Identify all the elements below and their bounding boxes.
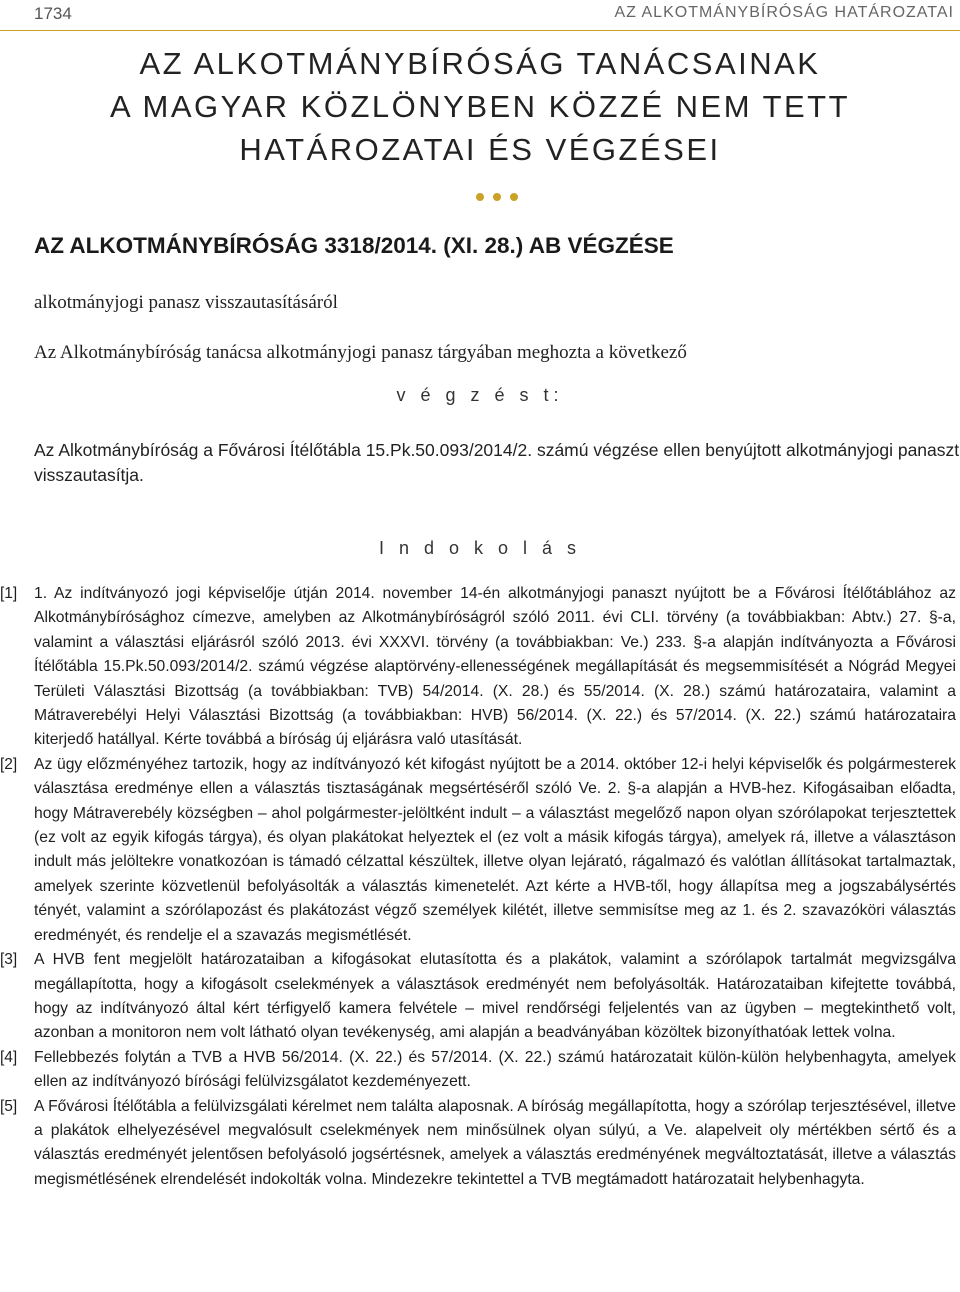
- paragraph-text: Az ügy előzményéhez tartozik, hogy az indítványozó két kifogást nyújtott be a 2014. október 12-i helyi képviselők és polgármesterek választása eredménye ellen a választás tisztaságának megsértéséről szóló Ve. 2. §-a alapján a HVB-hez. Kifogásaiban előadta, hogy Mátraverebély községben – ahol polgármester-jelöltként indult – a választást megelőző napon olyan szórólapokat terjesztettek (ez volt az egyik kifogás tárgya), és olyan plakátokat helyeztek el (ez volt a másik kifogás tárgya), amelyek rá, illetve a választáson indult más jelöltekre vonatkozóan is támadó célzattal készültek, illetve olyan lejárató, rágalmazó és valótlan állításokat tartalmaztak, amelyek szerinte közvetlenül befolyásolták a választás kimenetelét. Azt kérte a HVB-től, hogy állapítsa meg a jogszabálysértés tényét, valamint a szórólapozást és plakátozást végző személyek kilétét, illetve semmisítse meg az 1. és 2. szavazóköri választás eredményét, és rendelje el a szavazás megismétlését.: [34, 755, 956, 944]
- paragraph-number: [1]: [0, 585, 18, 602]
- decision-subject: alkotmányjogi panasz visszautasításáról: [34, 292, 338, 313]
- section-title: [0, 42, 960, 171]
- verdict-heading: v é g z é s t:: [396, 385, 564, 405]
- paragraph-number: [5]: [0, 1097, 18, 1115]
- ornament-dot: [510, 193, 518, 201]
- section-title-line-1: AZ ALKOTMÁNYBÍRÓSÁG TANÁCSAINAK: [139, 46, 821, 81]
- section-title-line-3: HATÁROZATAI ÉS VÉGZÉSEI: [239, 132, 721, 167]
- paragraph-number: [3]: [0, 951, 18, 969]
- header-rule: [0, 30, 960, 31]
- paragraph: [0, 753, 960, 948]
- paragraph-text: Fellebbezés folytán a TVB a HVB 56/2014. (X. 22.) és 57/2014. (X. 22.) számú határozatait külön-külön helybenhagyta, amelyek ellen az indítványozó bírósági felülvizsgálatot kezdeményezett.: [34, 1048, 956, 1091]
- reasoning-paragraphs: [0, 582, 960, 1192]
- paragraph: [0, 1095, 960, 1193]
- reasoning-heading: I n d o k o l á s: [378, 538, 582, 558]
- paragraph-text: A Fővárosi Ítélőtábla a felülvizsgálati kérelmet nem találta alaposnak. A bíróság megállapította, hogy a szórólap terjesztésével, illetve a plakátok elhelyezésével megvalósult cselekmények nem minősülnek olyan súlyú, a Ve. alapelveit oly mértékben sértő és a választás eredményét jelentősen befolyásoló jogsértésnek, amelyek a választás eredményének megváltoztatását, illetve a választás megismétlésének elrendelését indokolták volna. Mindezekre tekintettel a TVB megtámadott határozatait helybenhagyta.: [34, 1097, 956, 1188]
- paragraph: [0, 948, 960, 1046]
- ornament-dots: [476, 188, 527, 206]
- paragraph-number: [4]: [0, 1048, 18, 1066]
- paragraph: [0, 582, 960, 753]
- decision-intro: Az Alkotmánybíróság tanácsa alkotmányjogi panasz tárgyában meghozta a következő: [34, 342, 687, 363]
- ornament-dot: [476, 193, 484, 201]
- paragraph-text: A HVB fent megjelölt határozataiban a kifogásokat elutasította és a plakátok, valamint a szórólapok tartalmát megvizsgálva megállapította, hogy a kifogásolt cselekmények a választások eredményét nem befolyásolták. Határozataiban kifejtette továbbá, hogy az indítványozó által kért térfigyelő kamera felvétele – mivel rendőrségi feljelentés van az ügyben – megtekinthető volt, azonban a monitoron nem volt látható olyan tevékenység, ami alapján a beadványában közöltek bizonyíthatóak lettek volna.: [34, 951, 956, 1042]
- page-number: 1734: [34, 4, 72, 23]
- paragraph-number: [2]: [0, 755, 18, 773]
- page-header: [0, 0, 960, 28]
- paragraph: [0, 1046, 960, 1095]
- running-head: AZ ALKOTMÁNYBÍRÓSÁG HATÁROZATAI: [614, 4, 954, 21]
- ornament-dot: [493, 193, 501, 201]
- decision-title: AZ ALKOTMÁNYBÍRÓSÁG 3318/2014. (XI. 28.) AB VÉGZÉSE: [34, 233, 674, 258]
- verdict-text: Az Alkotmánybíróság a Fővárosi Ítélőtábla 15.Pk.50.093/2014/2. számú végzése ellen benyújtott alkotmányjogi panaszt visszautasítja.: [34, 440, 960, 485]
- paragraph-text: 1. Az indítványozó jogi képviselője útján 2014. november 14-én alkotmányjogi panaszt nyújtott be a Fővárosi Ítélőtáblához az Alkotmánybírósághoz címezve, amelyben az Alkotmánybíróságról szóló 2011. évi CLI. törvény (a továbbiakban: Abtv.) 27. §-a, valamint a választási eljárásról szóló 2013. évi XXXVI. törvény (a továbbiakban: Ve.) 233. §-a alapján indítványozta a Fővárosi Ítélőtábla 15.Pk.50.093/2014/2. számú végzése alaptörvény-ellenességének megállapítását és megsemmisítését a Nógrád Megyei Területi Választási Bizottság (a továbbiakban: TVB) 54/2014. (X. 28.) és 55/2014. (X. 28.) számú határozataira, valamint a Mátraverebélyi Helyi Választási Bizottság (a továbbiakban: HVB) 56/2014. (X. 22.) és 57/2014. (X. 22.) számú határozataira kiterjedő hatállyal. Kérte továbbá a bíróság új eljárásra való utasítását.: [34, 585, 956, 749]
- section-title-line-2: A MAGYAR KÖZLÖNYBEN KÖZZÉ NEM TETT: [109, 89, 851, 124]
